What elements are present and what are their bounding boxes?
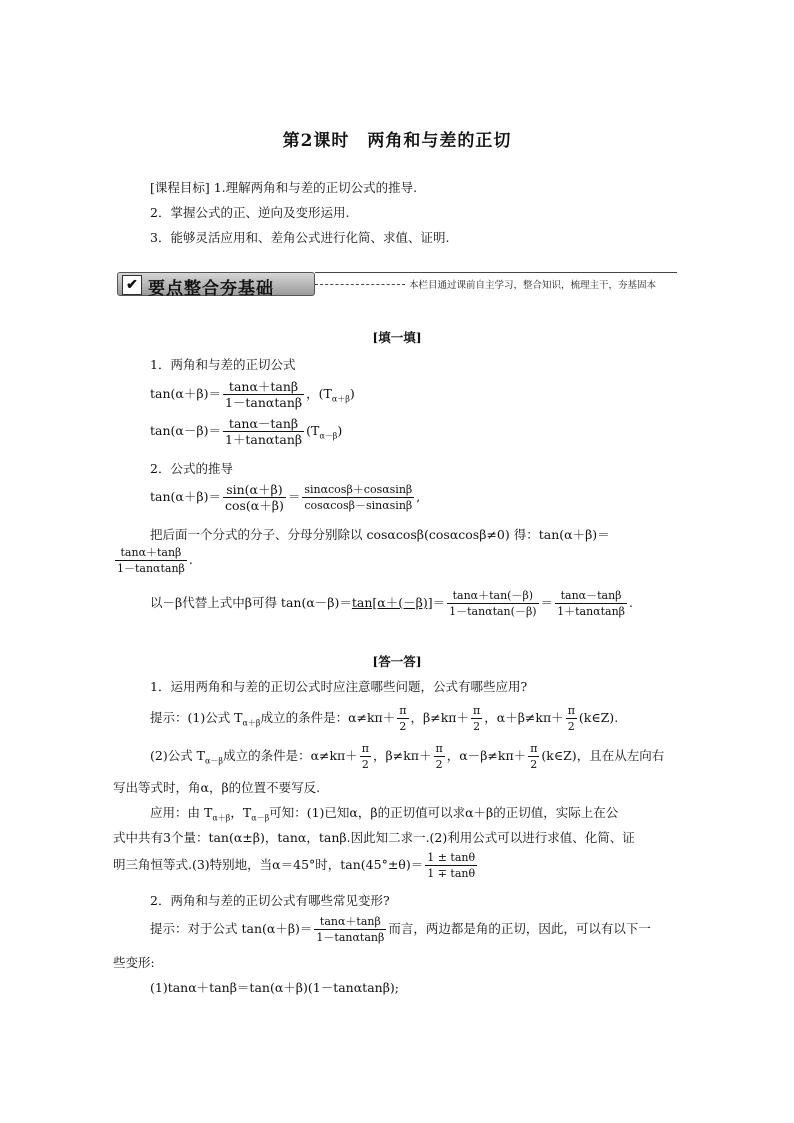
denominator: 2: [567, 720, 575, 733]
question-1: 1．运用两角和与差的正切公式时应注意哪些问题，公式有哪些应用?: [150, 679, 528, 694]
underlined-text: tan[α＋(－β)]: [351, 595, 433, 610]
text: 提示：(1)公式 T: [150, 710, 243, 725]
fill-header: [填一填]: [372, 330, 422, 345]
hint-2-line-2: 写出等式时，角α，β的位置不要写反.: [113, 780, 321, 795]
text: 可知：(1)已知α，β的正切值可以求α＋β的正切值，实际上在公: [269, 805, 619, 820]
denominator: 2: [530, 758, 538, 771]
numerator: tanα－tanβ: [555, 588, 627, 604]
goals-line-1: [课程目标] 1.理解两角和与差的正切公式的推导.: [150, 180, 418, 195]
fraction: [360, 741, 371, 772]
fill-subtitle-1: 1．两角和与差的正切公式: [150, 357, 296, 372]
application-line-3: [113, 850, 479, 881]
formula-tag-sub: α－β: [319, 431, 338, 441]
denominator: 1＋tanαtanβ: [557, 605, 626, 618]
denominator: cos(α＋β): [224, 498, 284, 513]
numerator: sinαcosβ＋cosαsinβ: [304, 483, 413, 496]
fraction: [223, 482, 286, 513]
fill-subtitle-2: 2．公式的推导: [150, 461, 233, 476]
goals-line-2: 2．掌握公式的正、逆向及变形运用.: [150, 205, 350, 220]
application-line-1: [150, 803, 618, 824]
subscript: α＋β: [212, 813, 231, 823]
banner-box: [117, 272, 315, 299]
page-title: 第2课时 两角和与差的正切: [282, 131, 512, 151]
numerator: tanα＋tanβ: [115, 545, 187, 561]
banner-divider: [315, 272, 677, 273]
numerator: tanα＋tanβ: [223, 379, 304, 395]
text: 成立的条件是：α≠kπ＋: [260, 710, 396, 725]
formula-tan-diff: tan(α－β)＝ $\frac{\tan\alpha-\tan\beta}{1+\tan\alpha\tan\beta}$ $(T_{\alpha-\beta})$: [150, 416, 343, 447]
text: (k∈Z).: [578, 710, 619, 725]
application-line-2: 式中共有3个量：tan(α±β)，tanα，tanβ.因此知二求一.(2)利用公式可以进行求值、化简、证: [113, 830, 635, 845]
fraction: [555, 588, 627, 619]
text: 提示：对于公式 tan(α＋β)＝: [150, 921, 313, 936]
fraction: [223, 379, 304, 410]
denominator: 2: [399, 720, 407, 733]
formula-tan-sum: tan(α＋β)＝ $\frac{\tan\alpha+\tan\beta}{1-\tan\alpha\tan\beta}$ ，$(T_{\alpha+\beta})$: [150, 379, 355, 410]
fraction: [528, 741, 539, 772]
banner-title: 要点整合夯基础: [148, 279, 274, 299]
numerator: 1 ± tanθ: [427, 851, 476, 864]
fraction: [425, 850, 477, 881]
fraction: [223, 416, 304, 447]
derivation-paragraph-1: 把后面一个分式的分子、分母分别除以 cosαcosβ(cosαcosβ≠0) 得：tan(α＋β)＝: [150, 527, 610, 542]
denominator: 1－tanαtan(－β): [449, 605, 537, 618]
formula-tag: (T: [306, 423, 320, 438]
hint-1: [150, 703, 618, 734]
numerator: π: [567, 704, 575, 717]
numerator: π: [399, 704, 407, 717]
denominator: 1－tanαtanβ: [316, 931, 385, 944]
numerator: π: [361, 742, 370, 755]
text: ，α－β≠kπ＋: [446, 748, 527, 763]
derivation-result: $\frac{\tan\alpha+\tan\beta}{1-\tan\alpha\tan\beta}$ .: [117, 546, 193, 575]
text: 而言，两边都是角的正切，因此，可以有以下一: [388, 921, 651, 936]
goals-line-3: 3．能够灵活应用和、差角公式进行化简、求值、证明.: [150, 230, 450, 245]
formula-tag: ，(T: [306, 386, 332, 401]
numerator: tanα－tanβ: [223, 416, 304, 432]
text: ，α＋β≠kπ＋: [484, 710, 564, 725]
text: ，T: [230, 805, 252, 820]
hint-3-line-2: 些变形:: [113, 955, 155, 970]
text: 明三角恒等式.(3)特别地，当α＝45°时，tan(45°±θ)＝: [113, 857, 424, 872]
fraction: [314, 914, 386, 945]
subscript: α－β: [205, 756, 224, 766]
question-2: 2．两角和与差的正切公式有哪些常见变形?: [150, 893, 390, 908]
subscript: α＋β: [242, 718, 261, 728]
formula-lhs: tan(α＋β)＝: [150, 489, 221, 504]
denominator: 1 ∓ tanθ: [427, 867, 476, 880]
derivation-paragraph-2: 以－β代替上式中β可得 tan(α－β)＝tan[α＋(－β)]＝ $\frac{\tan\alpha+\tan(-\beta)}{1-\tan\alpha\tan(-\beta)}$ ＝ $\frac{\tan\alpha-\tan\beta}{1+\tan\alpha\tan\beta}$ .: [150, 589, 634, 618]
denominator: 1－tanαtanβ: [117, 562, 185, 575]
text: ，β≠kπ＋: [410, 710, 470, 725]
text: 应用：由 T: [150, 805, 213, 820]
numerator: π: [473, 704, 481, 717]
text: (k∈Z)，且在从左向右: [541, 748, 665, 763]
numerator: π: [530, 742, 538, 755]
fraction: [397, 703, 408, 734]
formula-lhs: tan(α－β)＝: [150, 423, 221, 438]
text: 以－β代替上式中β可得 tan(α－β)＝: [150, 595, 352, 610]
checkmark-icon: ✔: [122, 275, 142, 295]
answer-header: [答一答]: [372, 654, 422, 669]
banner-dashed-rule: [315, 284, 405, 285]
denominator: cosαcosβ－sinαsinβ: [304, 499, 413, 512]
text: 成立的条件是：α≠kπ＋: [223, 748, 358, 763]
fraction: [115, 545, 187, 576]
fraction: [434, 741, 445, 772]
subscript: α－β: [251, 813, 270, 823]
denominator: 2: [361, 758, 369, 771]
numerator: tanα＋tan(－β): [447, 588, 539, 604]
fraction: [471, 703, 482, 734]
hint-3: [150, 914, 651, 945]
fraction: [302, 482, 414, 513]
hint-2: [150, 741, 664, 772]
banner-note: 本栏目通过课前自主学习，整合知识，梳理主干，夯基固本: [409, 280, 657, 291]
fraction: [447, 588, 539, 619]
numerator: sin(α＋β): [223, 482, 286, 498]
denominator: 2: [435, 758, 443, 771]
numerator: π: [435, 742, 443, 755]
denominator: 2: [473, 720, 481, 733]
denominator: 1＋tanαtanβ: [224, 432, 303, 447]
numerator: tanα＋tanβ: [314, 914, 386, 930]
variant-1: (1)tanα＋tanβ＝tan(α＋β)(1－tanαtanβ);: [150, 980, 400, 995]
formula-tag-sub: α＋β: [331, 394, 350, 404]
derivation-formula: tan(α＋β)＝ $\frac{\sin(\alpha+\beta)}{\cos(\alpha+\beta)}$ ＝ $\frac{\sin\alpha\cos\beta+\cos\alpha\sin\beta}{\cos\alpha\cos\beta-\sin\alpha\sin\beta}$ ,: [150, 482, 421, 513]
formula-lhs: tan(α＋β)＝: [150, 386, 221, 401]
fraction: [566, 703, 577, 734]
denominator: 1－tanαtanβ: [224, 395, 303, 410]
text: ，β≠kπ＋: [373, 748, 432, 763]
section-banner: [117, 272, 677, 299]
text: (2)公式 T: [150, 748, 206, 763]
